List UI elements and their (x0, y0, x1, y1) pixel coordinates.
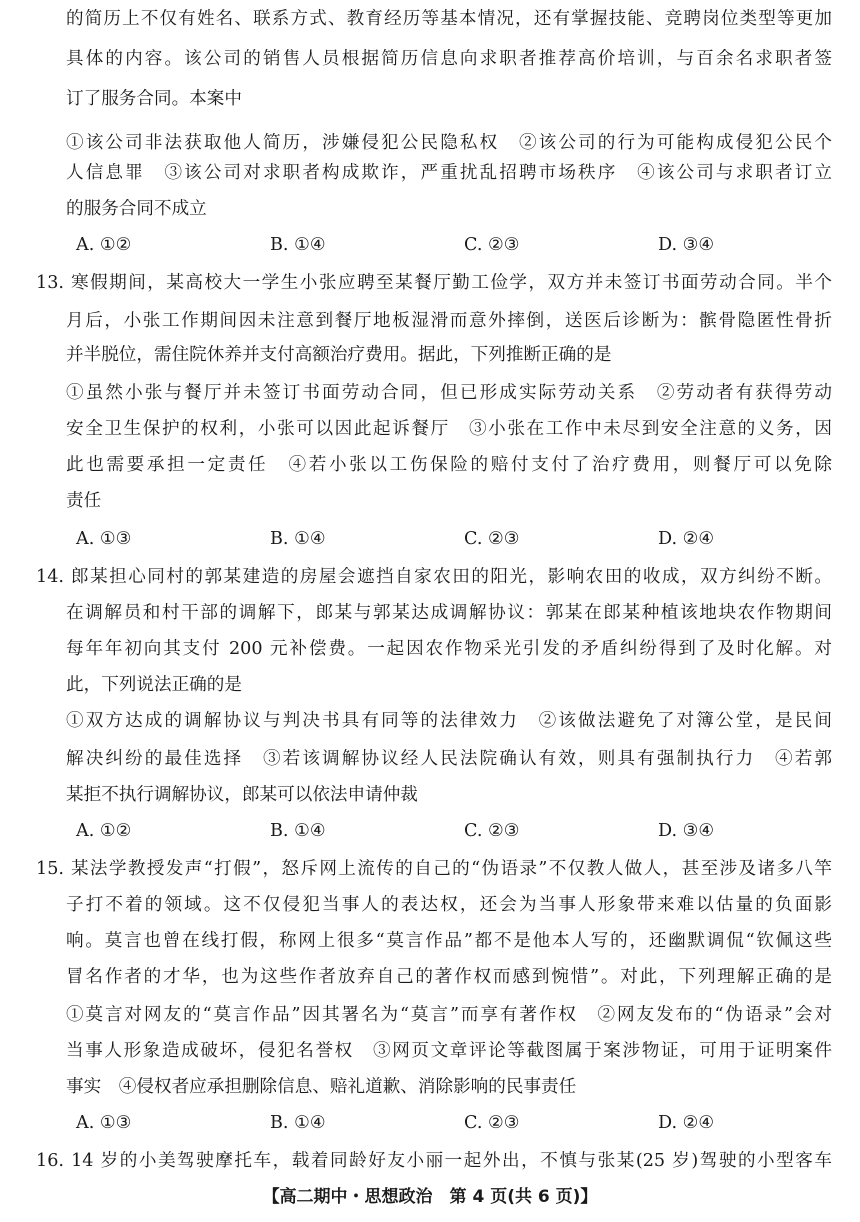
question-stem-line: 14. 郎某担心同村的郭某建造的房屋会遮挡自家农田的阳光，影响农田的收成，双方纠纷不断。 (36, 567, 832, 587)
text-line: 此，下列说法正确的是 (66, 675, 242, 695)
option-d[interactable]: D. ③④ (658, 821, 715, 841)
option-d[interactable]: D. ②④ (658, 1113, 715, 1133)
question-stem-line: 13. 寒假期间，某高校大一学生小张应聘至某餐厅勤工俭学，双方并未签订书面劳动合同。半个 (36, 273, 832, 293)
text-line: 具体的内容。该公司的销售人员根据简历信息向求职者推荐高价培训，与百余名求职者签 (66, 49, 832, 69)
text-line: 某拒不执行调解协议，郎某可以依法申请仲裁 (66, 785, 418, 805)
option-a[interactable]: A. ①② (76, 821, 132, 841)
answer-options (76, 230, 836, 260)
text-line: 月后，小张工作期间因未注意到餐厅地板湿滑而意外摔倒，送医后诊断为：髌骨隐匿性骨折 (66, 311, 832, 331)
text-line: ①莫言对网友的“莫言作品”因其署名为“莫言”而享有著作权 ②网友发布的“伪语录”会对 (66, 1005, 832, 1025)
option-b[interactable]: B. ①④ (270, 1113, 326, 1133)
text-line: 此也需要承担一定责任 ④若小张以工伤保险的赔付支付了治疗费用，则餐厅可以免除 (66, 455, 832, 475)
question-stem-line: 16. 14 岁的小美驾驶摩托车，载着同龄好友小丽一起外出，不慎与张某(25 岁)驾驶的小型客车 (36, 1151, 832, 1171)
text-line: ①双方达成的调解协议与判决书具有同等的法律效力 ②该做法避免了对簿公堂，是民间 (66, 711, 832, 731)
text-line: 冒名作者的才华，也为这些作者放弃自己的著作权而感到惋惜”。对此，下列理解正确的是 (66, 967, 832, 987)
option-d[interactable]: D. ③④ (658, 235, 715, 255)
answer-options (76, 816, 836, 846)
option-d[interactable]: D. ②④ (658, 529, 715, 549)
option-b[interactable]: B. ①④ (270, 235, 326, 255)
option-c[interactable]: C. ②③ (464, 235, 520, 255)
text-line: 在调解员和村干部的调解下，郎某与郭某达成调解协议：郭某在郎某种植该地块农作物期间 (66, 603, 832, 623)
text-line: ①该公司非法获取他人简历，涉嫌侵犯公民隐私权 ②该公司的行为可能构成侵犯公民个 (66, 133, 832, 153)
option-c[interactable]: C. ②③ (464, 529, 520, 549)
option-c[interactable]: C. ②③ (464, 1113, 520, 1133)
text-line: 每年年初向其支付 200 元补偿费。一起因农作物采光引发的矛盾纠纷得到了及时化解。对 (66, 639, 832, 659)
text-line: 子打不着的领域。这不仅侵犯当事人的表达权，还会为当事人形象带来难以估量的负面影 (66, 895, 832, 915)
page-footer: 【高二期中・思想政治 第 4 页(共 6 页)】 (262, 1187, 598, 1207)
text-line: 订了服务合同。本案中 (66, 89, 242, 109)
text-line: ①虽然小张与餐厅并未签订书面劳动合同，但已形成实际劳动关系 ②劳动者有获得劳动 (66, 383, 832, 403)
text-line: 安全卫生保护的权利，小张可以因此起诉餐厅 ③小张在工作中未尽到安全注意的义务，因 (66, 419, 832, 439)
text-line: 的服务合同不成立 (66, 199, 207, 219)
question-stem-line: 15. 某法学教授发声“打假”，怒斥网上流传的自己的“伪语录”不仅教人做人，甚至涉及诸多八竿 (36, 859, 832, 879)
answer-options (76, 524, 836, 554)
text-line: 人信息罪 ③该公司对求职者构成欺诈，严重扰乱招聘市场秩序 ④该公司与求职者订立 (66, 163, 832, 183)
text-line: 事实 ④侵权者应承担删除信息、赔礼道歉、消除影响的民事责任 (66, 1077, 577, 1097)
option-c[interactable]: C. ②③ (464, 821, 520, 841)
option-a[interactable]: A. ①② (76, 235, 132, 255)
text-line: 责任 (66, 491, 102, 511)
option-a[interactable]: A. ①③ (76, 1113, 132, 1133)
option-b[interactable]: B. ①④ (270, 529, 326, 549)
text-line: 响。莫言也曾在线打假，称网上很多“莫言作品”都不是他本人写的，还幽默调侃“钦佩这些 (66, 931, 832, 951)
option-a[interactable]: A. ①③ (76, 529, 132, 549)
text-line: 的简历上不仅有姓名、联系方式、教育经历等基本情况，还有掌握技能、竞聘岗位类型等更加 (66, 9, 832, 29)
option-b[interactable]: B. ①④ (270, 821, 326, 841)
text-line: 当事人形象造成破坏，侵犯名誉权 ③网页文章评论等截图属于案涉物证，可用于证明案件 (66, 1041, 832, 1061)
answer-options (76, 1108, 836, 1138)
text-line: 解决纠纷的最佳选择 ③若该调解协议经人民法院确认有效，则具有强制执行力 ④若郭 (66, 749, 832, 769)
text-line: 并半脱位，需住院休养并支付高额治疗费用。据此，下列推断正确的是 (66, 345, 612, 365)
